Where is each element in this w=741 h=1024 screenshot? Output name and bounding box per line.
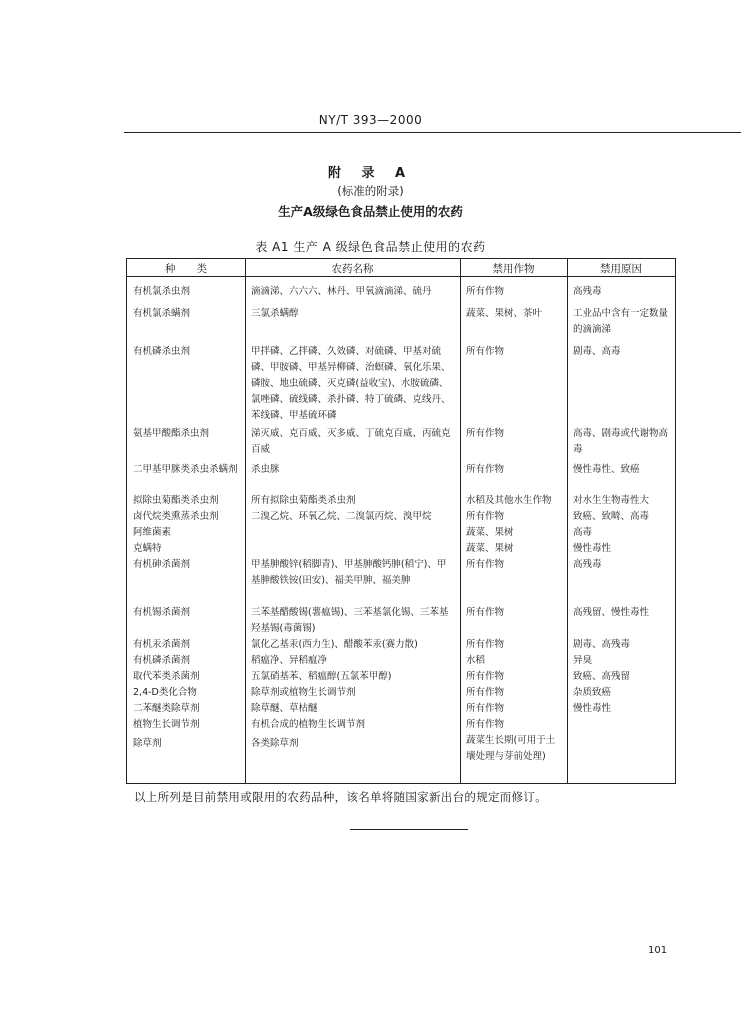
end-rule [350,829,468,830]
row-crops: 所有作物 [466,607,505,618]
row-category: 拟除虫菊酯类杀虫剂 [133,495,219,506]
row-category: 阿维菌素 [133,527,172,538]
column-divider [460,259,461,783]
row-reason: 高残毒 [573,559,602,570]
row-crops: 所有作物 [466,639,505,650]
column-header-crops: 禁用作物 [492,263,535,275]
row-category: 有机磷杀虫剂 [133,346,191,357]
row-category: 有机砷杀菌剂 [133,559,191,570]
appendix-title: 附 录 A [327,166,414,181]
row-pesticides: 甲拌磷、乙拌磷、久效磷、对硫磷、甲基对硫磷、甲胺磷、甲基异柳磷、治螟磷、氧化乐果、磷胺、地虫硫磷、灭克磷(益收宝)、水胺硫磷、氯唑磷、硫线磷、杀扑磷、特丁硫磷、克线丹、苯线磷、甲基硫环磷 [251,346,451,421]
row-pesticides: 除草醚、草枯醚 [251,703,318,714]
row-category: 二甲基甲脒类杀虫杀螨剂 [133,464,238,475]
row-crops: 所有作物 [466,671,505,682]
row-crops: 蔬菜、果树 [466,527,514,538]
row-crops: 蔬菜生长期(可用于土壤处理与芽前处理) [466,735,556,762]
header-divider [127,276,675,277]
row-pesticides: 杀虫脒 [251,464,280,475]
pesticide-table [126,258,676,784]
row-crops: 所有作物 [466,687,505,698]
row-pesticides: 三氯杀螨醇 [251,308,299,319]
row-reason: 对水生生物毒性大 [573,495,650,506]
row-category: 有机锡杀菌剂 [133,607,191,618]
row-category: 有机氯杀螨剂 [133,308,191,319]
column-header-reason: 禁用原因 [600,263,642,275]
row-pesticides: 三苯基醋酸锡(薯瘟锡)、三苯基氯化锡、三苯基羟基锡(毒菌锡) [251,607,449,634]
row-reason: 高残留、慢性毒性 [573,607,650,618]
row-pesticides: 有机合成的植物生长调节剂 [251,719,366,730]
column-divider [567,259,568,783]
row-crops: 所有作物 [466,286,505,297]
row-reason: 高毒、剧毒或代谢物高毒 [573,428,669,455]
row-pesticides: 二溴乙烷、环氧乙烷、二溴氯丙烷、溴甲烷 [251,511,432,522]
row-category: 2,4-D类化合物 [133,687,197,698]
appendix-subtitle: (标准的附录) [337,184,404,198]
row-category: 有机氯杀虫剂 [133,286,191,297]
row-reason: 剧毒、高毒 [573,346,621,357]
row-crops: 所有作物 [466,464,505,475]
row-reason: 杂质致癌 [573,687,612,698]
column-divider [245,259,246,783]
row-crops: 所有作物 [466,559,505,570]
column-header-category: 种 类 [165,263,207,275]
row-crops: 所有作物 [466,346,505,357]
row-pesticides: 五氯硝基苯、稻瘟醇(五氯苯甲醇) [251,671,392,682]
row-crops: 所有作物 [466,719,505,730]
row-pesticides: 氯化乙基汞(西力生)、醋酸苯汞(赛力散) [251,639,418,650]
row-reason: 异臭 [573,655,593,666]
row-reason: 工业品中含有一定数量的滴滴涕 [573,308,669,335]
appendix-heading: 生产A级绿色食品禁止使用的农药 [278,204,463,219]
row-pesticides: 滴滴涕、六六六、林丹、甲氧滴滴涕、硫丹 [251,286,432,297]
row-pesticides: 涕灭威、克百威、灭多威、丁硫克百威、丙硫克百威 [251,428,451,455]
row-reason: 致癌、致畸、高毒 [573,511,650,522]
row-reason: 高残毒 [573,286,602,297]
row-pesticides: 所有拟除虫菊酯类杀虫剂 [251,495,356,506]
row-category: 二苯醚类除草剂 [133,703,200,714]
row-pesticides: 除草剂或植物生长调节剂 [251,687,356,698]
row-pesticides: 甲基胂酸锌(稻脚青)、甲基胂酸钙胂(稻宁)、甲基胂酸铁铵(田安)、福美甲胂、福美胂 [251,559,447,586]
row-category: 有机磷杀菌剂 [133,655,191,666]
column-header-pesticide: 农药名称 [331,263,374,275]
row-reason: 慢性毒性 [573,703,612,714]
row-crops: 所有作物 [466,428,505,439]
table-caption: 表 A1 生产 A 级绿色食品禁止使用的农药 [255,240,486,254]
row-category: 取代苯类杀菌剂 [133,671,200,682]
row-category: 有机汞杀菌剂 [133,639,191,650]
row-reason: 高毒 [573,527,593,538]
row-reason: 致癌、高残留 [573,671,631,682]
row-reason: 剧毒、高残毒 [573,639,631,650]
table-footnote: 以上所列是目前禁用或限用的农药品种，该名单将随国家新出台的规定而修订。 [134,790,547,804]
row-category: 克螨特 [133,543,162,554]
page-number: 101 [648,945,668,956]
standard-code: NY/T 393—2000 [318,113,423,127]
row-crops: 蔬菜、果树、茶叶 [466,308,543,319]
row-crops: 水稻及其他水生作物 [466,495,552,506]
row-crops: 所有作物 [466,511,505,522]
row-reason: 慢性毒性、致癌 [573,464,640,475]
row-crops: 蔬菜、果树 [466,543,514,554]
row-category: 卤代烷类熏蒸杀虫剂 [133,511,219,522]
header-rule [124,132,741,133]
row-category: 除草剂 [133,738,162,749]
row-crops: 所有作物 [466,703,505,714]
row-pesticides: 稻瘟净、异稻瘟净 [251,655,328,666]
row-category: 植物生长调节剂 [133,719,200,730]
row-reason: 慢性毒性 [573,543,612,554]
row-crops: 水稻 [466,655,486,666]
row-category: 氨基甲酸酯杀虫剂 [133,428,210,439]
row-pesticides: 各类除草剂 [251,738,299,749]
